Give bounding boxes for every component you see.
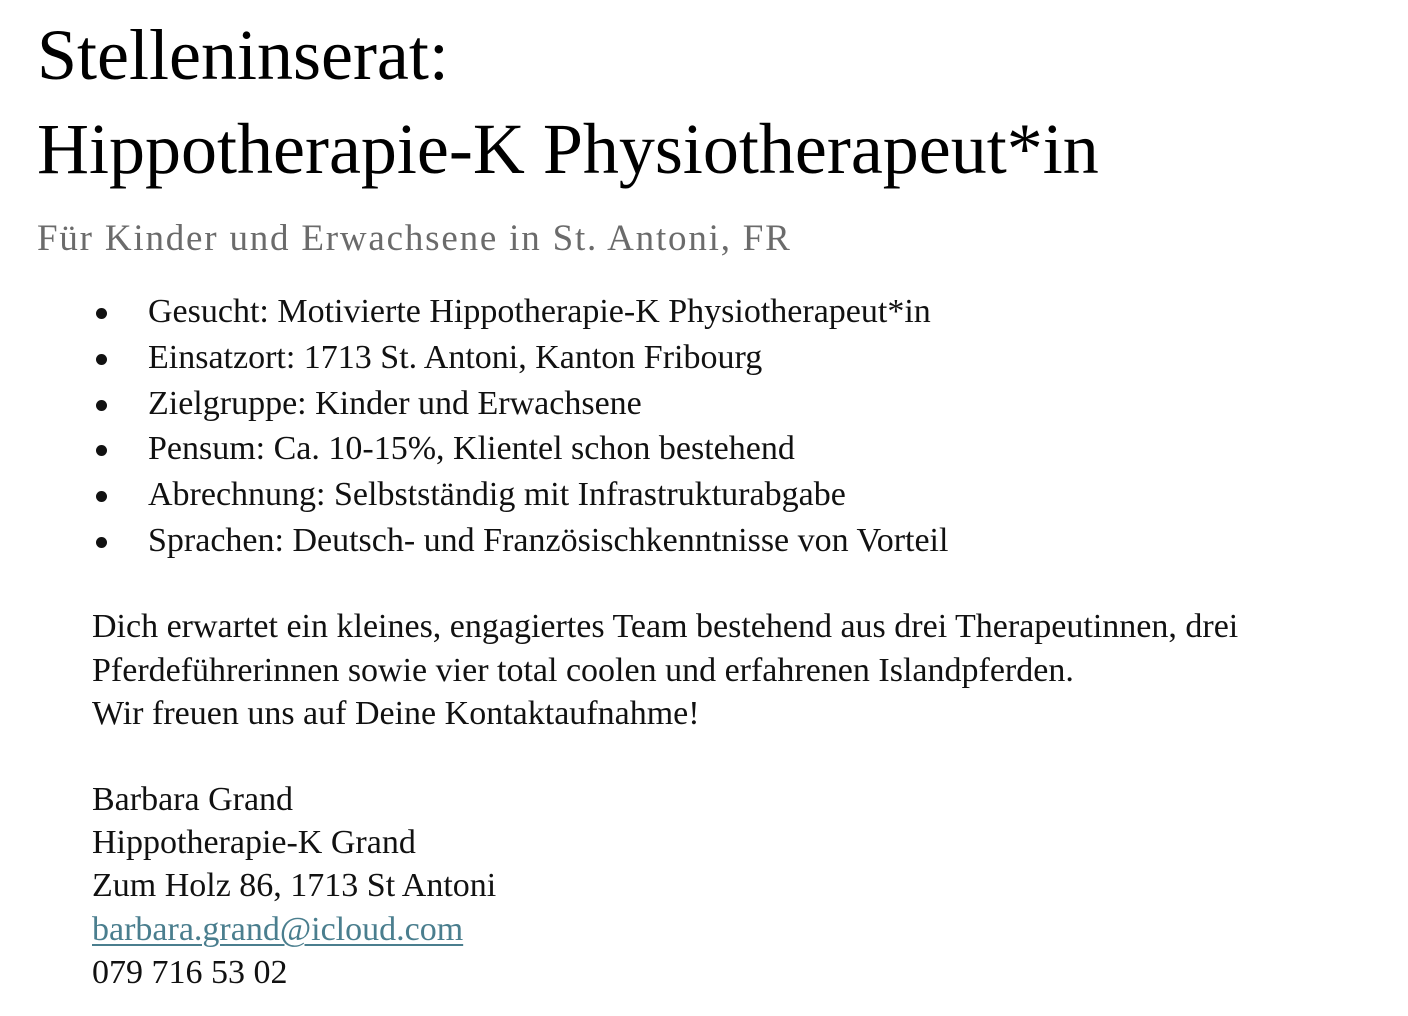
paragraph-line: Dich erwartet ein kleines, engagiertes Team bestehend aus drei Therapeutinnen, drei: [92, 608, 1239, 645]
job-fact-languages: [90, 518, 948, 564]
contact-block: [92, 778, 496, 994]
job-fact-target-group: [90, 381, 948, 427]
team-description: [92, 605, 1238, 736]
contact-email-link[interactable]: barbara.grand@icloud.com: [92, 910, 464, 948]
job-fact-text: Sprachen: Deutsch- und Französischkenntnisse von Vorteil: [148, 521, 949, 559]
bullet-icon: [96, 445, 107, 456]
closing-line: Wir freuen uns auf Deine Kontaktaufnahme!: [92, 695, 700, 732]
job-fact-location: [90, 335, 948, 381]
job-fact-text: Einsatzort: 1713 St. Antoni, Kanton Fribourg: [148, 338, 763, 376]
job-facts-list: [90, 289, 948, 564]
job-fact-text: Gesucht: Motivierte Hippotherapie-K Physiotherapeut*in: [148, 293, 931, 330]
bullet-icon: [96, 400, 107, 411]
bullet-icon: [96, 354, 107, 365]
contact-address: Zum Holz 86, 1713 St Antoni: [92, 867, 497, 905]
job-title: [37, 8, 1099, 196]
job-fact-text: Abrechnung: Selbstständig mit Infrastrukturabgabe: [148, 476, 846, 514]
contact-organization: Hippotherapie-K Grand: [92, 824, 416, 862]
location-subtitle: Für Kinder und Erwachsene in St. Antoni, FR: [37, 218, 792, 259]
contact-name: Barbara Grand: [92, 781, 294, 818]
contact-phone: 079 716 53 02: [92, 953, 288, 991]
job-fact-workload: [90, 426, 948, 472]
job-fact-text: Pensum: Ca. 10-15%, Klientel schon bestehend: [148, 430, 795, 468]
bullet-icon: [96, 491, 107, 502]
title-line-1: Stelleninserat:: [37, 15, 449, 95]
job-fact-billing: [90, 472, 948, 518]
title-line-2: Hippotherapie-K Physiotherapeut*in: [37, 109, 1099, 189]
bullet-icon: [96, 308, 107, 319]
job-fact-text: Zielgruppe: Kinder und Erwachsene: [148, 384, 642, 422]
bullet-icon: [96, 537, 107, 548]
paragraph-line: Pferdeführerinnen sowie vier total coolen und erfahrenen Islandpferden.: [92, 651, 1074, 689]
job-fact-searched: [90, 289, 948, 335]
